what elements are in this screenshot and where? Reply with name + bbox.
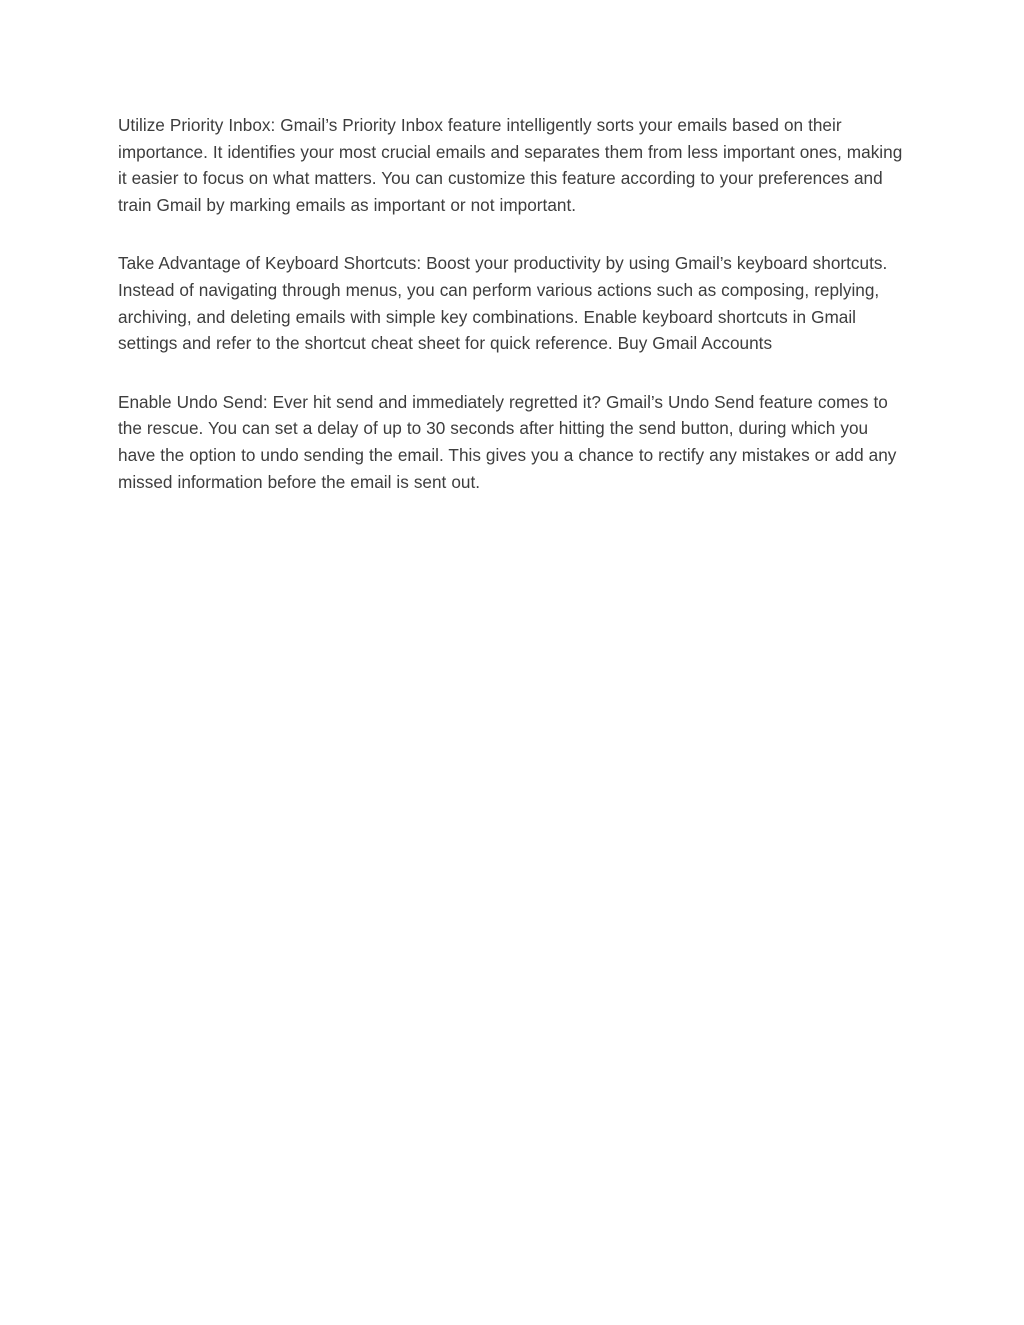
paragraph-priority-inbox: Utilize Priority Inbox: Gmail’s Priority Inbox feature intelligently sorts your emails based on their importance. It identifies your most crucial emails and separates them from less important ones, making it easier to focus on what matters. You can customize this feature according to your preferences and train Gmail by marking emails as important or not important. bbox=[118, 115, 903, 215]
document-text-body bbox=[118, 112, 908, 495]
paragraph-keyboard-shortcuts: Take Advantage of Keyboard Shortcuts: Boost your productivity by using Gmail’s keyboard shortcuts. Instead of navigating through menus, you can perform various actions such as composing, replying, archiving, and deleting emails with simple key combinations. Enable keyboard shortcuts in Gmail settings and refer to the shortcut cheat sheet for quick reference. Buy Gmail Accounts bbox=[118, 253, 888, 354]
paragraph-undo-send: Enable Undo Send: Ever hit send and immediately regretted it? Gmail’s Undo Send feature comes to the rescue. You can set a delay of up to 30 seconds after hitting the send button, during which you have the option to undo sending the email. This gives you a chance to rectify any mistakes or add any missed information before the email is sent out. bbox=[118, 391, 897, 492]
